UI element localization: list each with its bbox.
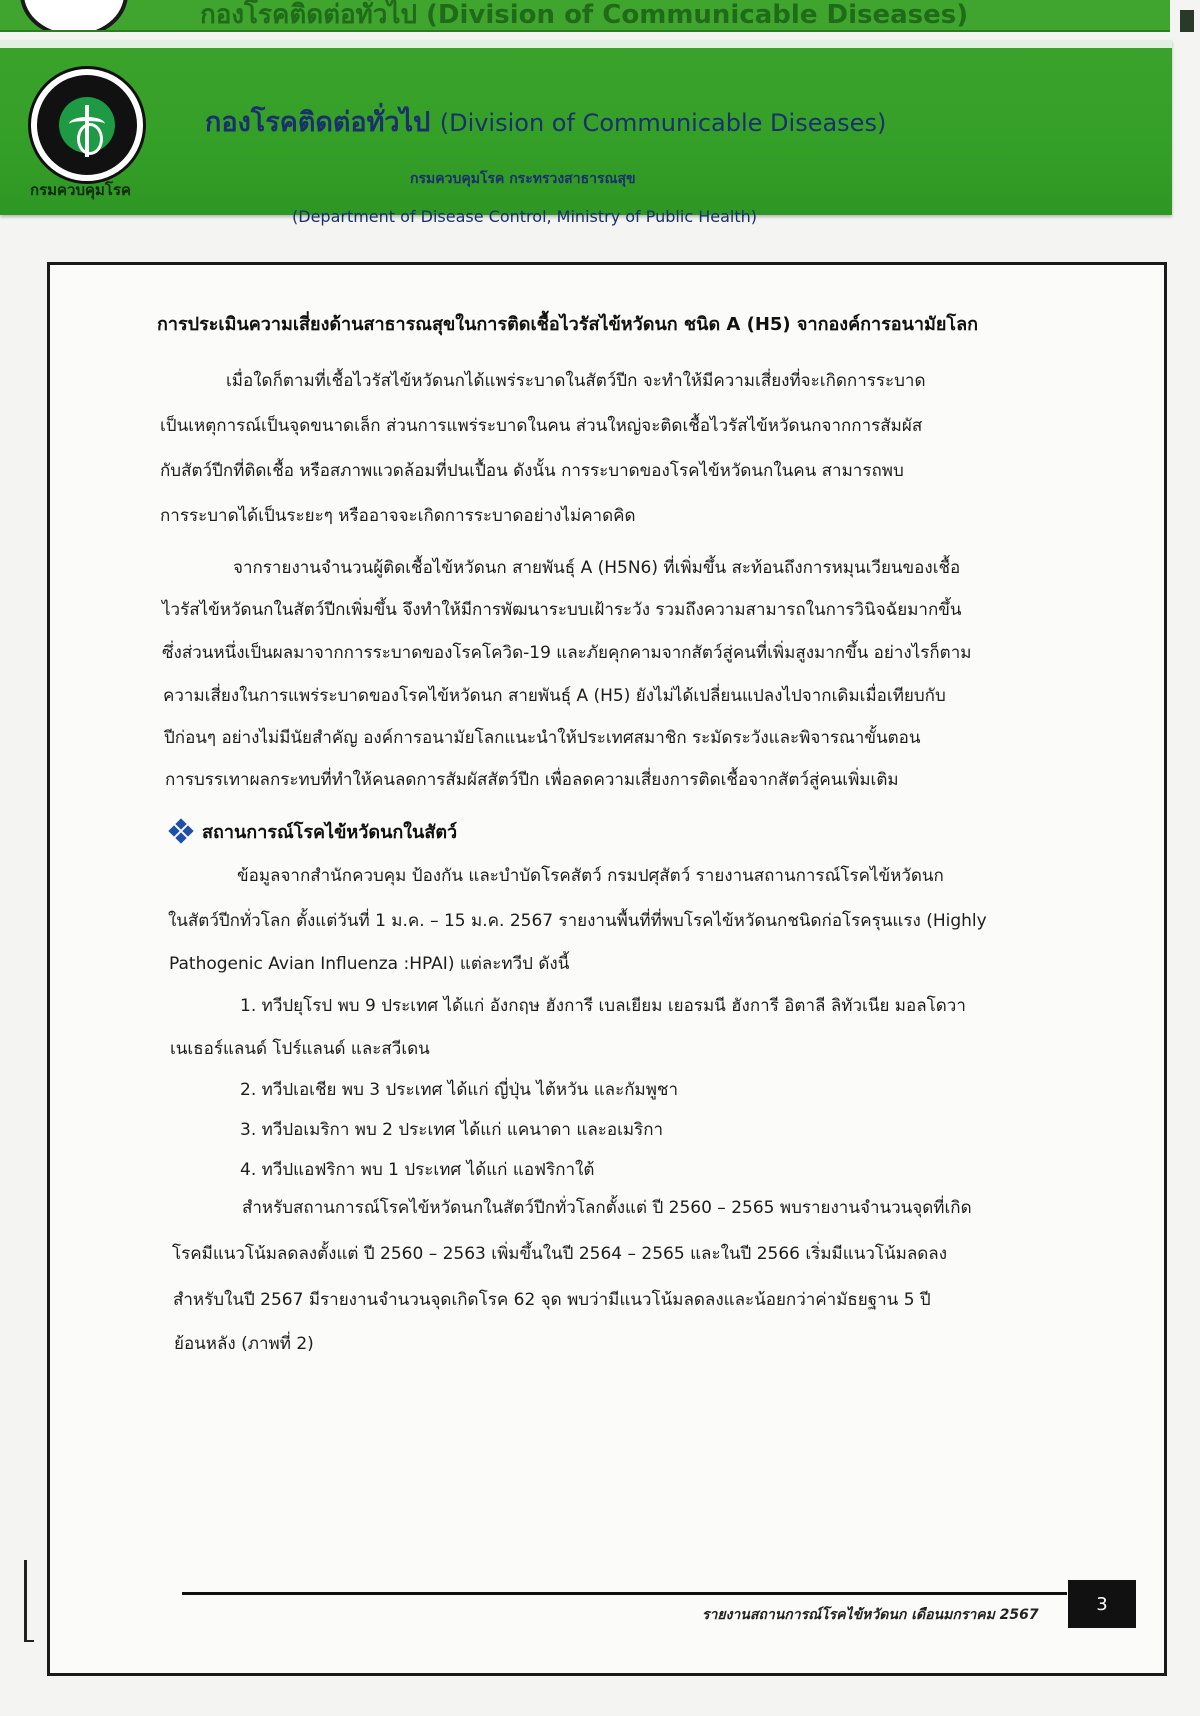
paragraph-2-line: การบรรเทาผลกระทบที่ทำให้คนลดการสัมผัสสัตว์ปีก เพื่อลดความเสี่ยงการติดเชื้อจากสัตว์สู่คนเพิ่มเติม (165, 770, 899, 790)
background-banner (0, 0, 1170, 32)
paragraph-1-line: การระบาดได้เป็นระยะๆ หรืออาจจะเกิดการระบาดอย่างไม่คาดคิด (160, 506, 636, 526)
logo-caption: กรมควบคุมโรค (30, 181, 132, 199)
list-item: 3. ทวีปอเมริกา พบ 2 ประเทศ ได้แก่ แคนาดา และอเมริกา (240, 1120, 664, 1140)
division-title-th: กองโรคติดต่อทั่วไป (205, 107, 431, 138)
paragraph-2-line: ความเสี่ยงในการแพร่ระบาดของโรคไข้หวัดนก สายพันธุ์ A (H5) ยังไม่ได้เปลี่ยนแปลงไปจากเดิมเมื่อเทียบกับ (163, 686, 946, 706)
paragraph-2-line: จากรายงานจำนวนผู้ติดเชื้อไข้หวัดนก สายพันธุ์ A (H5N6) ที่เพิ่มขึ้น สะท้อนถึงการหมุนเวียนของเชื้อ (233, 558, 961, 578)
list-item: 2. ทวีปเอเชีย พบ 3 ประเทศ ได้แก่ ญี่ปุ่น ไต้หวัน และกัมพูชา (240, 1080, 678, 1100)
division-title-en: (Division of Communicable Diseases) (439, 109, 887, 137)
paragraph-2-line: ไวรัสไข้หวัดนกในสัตว์ปีกเพิ่มขึ้น จึงทำให้มีการพัฒนาระบบเฝ้าระวัง รวมถึงความสามารถในการวินิจฉัยมากขึ้น (162, 600, 962, 620)
list-item: 4. ทวีปแอฟริกา พบ 1 ประเทศ ได้แก่ แอฟริกาใต้ (240, 1160, 595, 1180)
paragraph-1-line: เป็นเหตุการณ์เป็นจุดขนาดเล็ก ส่วนการแพร่ระบาดในคน ส่วนใหญ่จะติดเชื้อไวรัสไข้หวัดนกจากการสัมผัส (160, 416, 923, 436)
background-logo (20, 0, 128, 32)
paragraph-3-line: ข้อมูลจากสำนักควบคุม ป้องกัน และบำบัดโรคสัตว์ กรมปศุสัตว์ รายงานสถานการณ์โรคไข้หวัดนก (237, 866, 944, 886)
page-edge-mark (24, 1640, 34, 1642)
paragraph-1-line: เมื่อใดก็ตามที่เชื้อไวรัสไข้หวัดนกได้แพร่ระบาดในสัตว์ปีก จะทำให้มีความเสี่ยงที่จะเกิดการระบาด (226, 371, 926, 391)
paragraph-4-line: โรคมีแนวโน้มลดลงตั้งแต่ ปี 2560 – 2563 เพิ่มขึ้นในปี 2564 – 2565 และในปี 2566 เริ่มมีแนวโน้มลดลง (172, 1244, 947, 1264)
paragraph-2-line: ปีก่อนๆ อย่างไม่มีนัยสำคัญ องค์การอนามัยโลกแนะนำให้ประเทศสมาชิก ระมัดระวังและพิจารณาขั้นตอน (164, 728, 921, 748)
paragraph-1-line: กับสัตว์ปีกที่ติดเชื้อ หรือสภาพแวดล้อมที่ปนเปื้อน ดังนั้น การระบาดของโรคไข้หวัดนกในคน สามารถพบ (160, 461, 904, 481)
header-banner (0, 40, 1172, 226)
paragraph-2-line: ซึ่งส่วนหนึ่งเป็นผลมาจากการระบาดของโรคโควิด-19 และภัยคุกคามจากสัตว์สู่คนที่เพิ่มสูงมากขึ้น อย่างไรก็ตาม (162, 643, 972, 663)
footer-rule (182, 1592, 1067, 1595)
paragraph-4-line: ย้อนหลัง (ภาพที่ 2) (174, 1334, 314, 1354)
list-item: 1. ทวีปยุโรป พบ 9 ประเทศ ได้แก่ อังกฤษ ฮังการี เบลเยียม เยอรมนี ฮังการี อิตาลี ลิทัวเนีย มอลโดวา (240, 996, 966, 1016)
page-number: 3 (1068, 1580, 1136, 1628)
section-heading (170, 817, 457, 846)
department-name-en: (Department of Disease Control, Ministry of Public Health) (292, 207, 757, 226)
division-title (205, 100, 886, 143)
background-banner-title: กองโรคติดต่อทั่วไป (Division of Communicable Diseases) (200, 0, 969, 30)
page-edge-line (24, 1560, 27, 1642)
paragraph-3-line: ในสัตว์ปีกทั่วโลก ตั้งแต่วันที่ 1 ม.ค. – 15 ม.ค. 2567 รายงานพื้นที่ที่พบโรคไข้หวัดนกชนิดก่อโรครุนแรง (Highly (168, 911, 987, 931)
clip-mark (1180, 10, 1194, 32)
paragraph-3-line: Pathogenic Avian Influenza :HPAI) แต่ละทวีป ดังนี้ (169, 954, 570, 974)
section-heading-text: สถานการณ์โรคไข้หวัดนกในสัตว์ (202, 822, 458, 843)
footer-caption: รายงานสถานการณ์โรคไข้หวัดนก เดือนมกราคม 2567 (702, 1607, 1039, 1623)
list-item-continuation: เนเธอร์แลนด์ โปร์แลนด์ และสวีเดน (170, 1039, 430, 1059)
ministry-logo-icon (28, 66, 146, 184)
document-title: การประเมินความเสี่ยงด้านสาธารณสุขในการติดเชื้อไวรัสไข้หวัดนก ชนิด A (H5) จากองค์การอนามัยโลก (157, 314, 979, 335)
paragraph-4-line: สำหรับในปี 2567 มีรายงานจำนวนจุดเกิดโรค 62 จุด พบว่ามีแนวโน้มลดลงและน้อยกว่าค่ามัธยฐาน 5 ปี (173, 1290, 931, 1310)
department-name-th: กรมควบคุมโรค กระทรวงสาธารณสุข (410, 171, 636, 187)
diamond-bullet-icon (170, 820, 192, 842)
paragraph-4-line: สำหรับสถานการณ์โรคไข้หวัดนกในสัตว์ปีกทั่วโลกตั้งแต่ ปี 2560 – 2565 พบรายงานจำนวนจุดที่เกิด (242, 1198, 972, 1218)
